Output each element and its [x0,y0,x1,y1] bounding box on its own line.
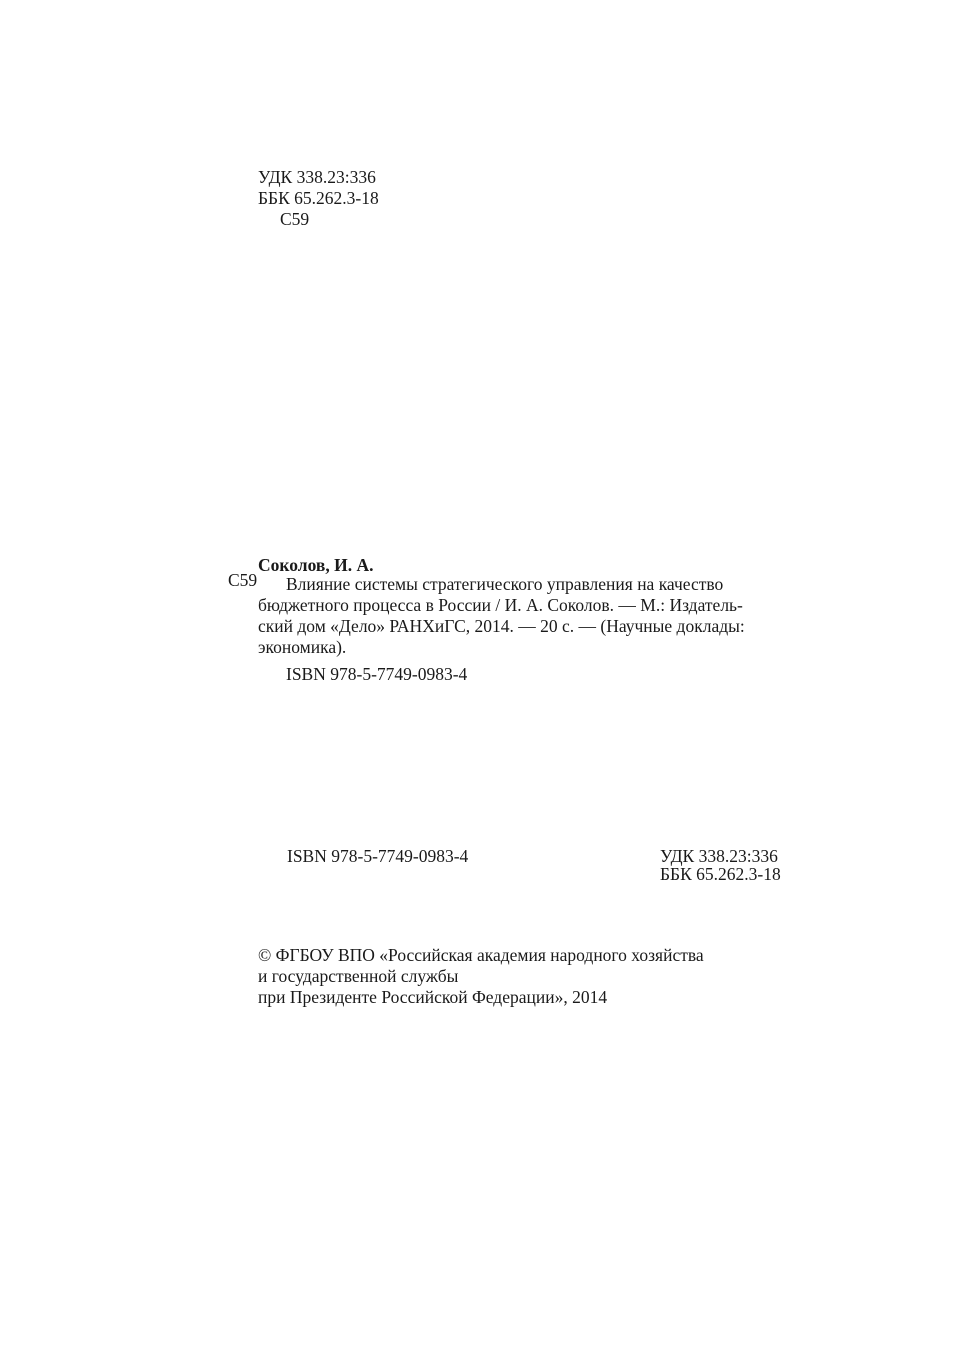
bbk-code: ББК 65.262.3-18 [258,188,379,208]
catalog-author: Соколов, И. А. [258,555,374,575]
copyright-notice [258,945,704,1008]
footer-bbk: ББК 65.262.3-18 [660,864,781,884]
footer-udk: УДК 338.23:336 [660,846,778,866]
description-line: экономика). [258,637,347,657]
copyright-line: © ФГБОУ ВПО «Российская академия народного хозяйства [258,945,704,965]
catalog-isbn: ISBN 978-5-7749-0983-4 [286,664,468,684]
footer-isbn: ISBN 978-5-7749-0983-4 [287,846,469,866]
description-line: бюджетного процесса в России / И. А. Соколов. — М.: Издатель- [258,595,743,615]
classification-top [258,167,379,230]
copyright-line: и государственной службы [258,966,459,986]
copyright-line: при Президенте Российской Федерации», 2014 [258,987,608,1007]
catalog-author-mark: С59 [228,570,258,590]
footer-codes-right [660,846,781,885]
description-line: Влияние системы стратегического управления на качество [286,574,724,594]
catalog-description [258,574,794,658]
description-line: ский дом «Дело» РАНХиГС, 2014. — 20 с. — (Научные доклады: [258,616,745,636]
udk-code: УДК 338.23:336 [258,167,376,187]
author-mark: С59 [280,209,310,229]
